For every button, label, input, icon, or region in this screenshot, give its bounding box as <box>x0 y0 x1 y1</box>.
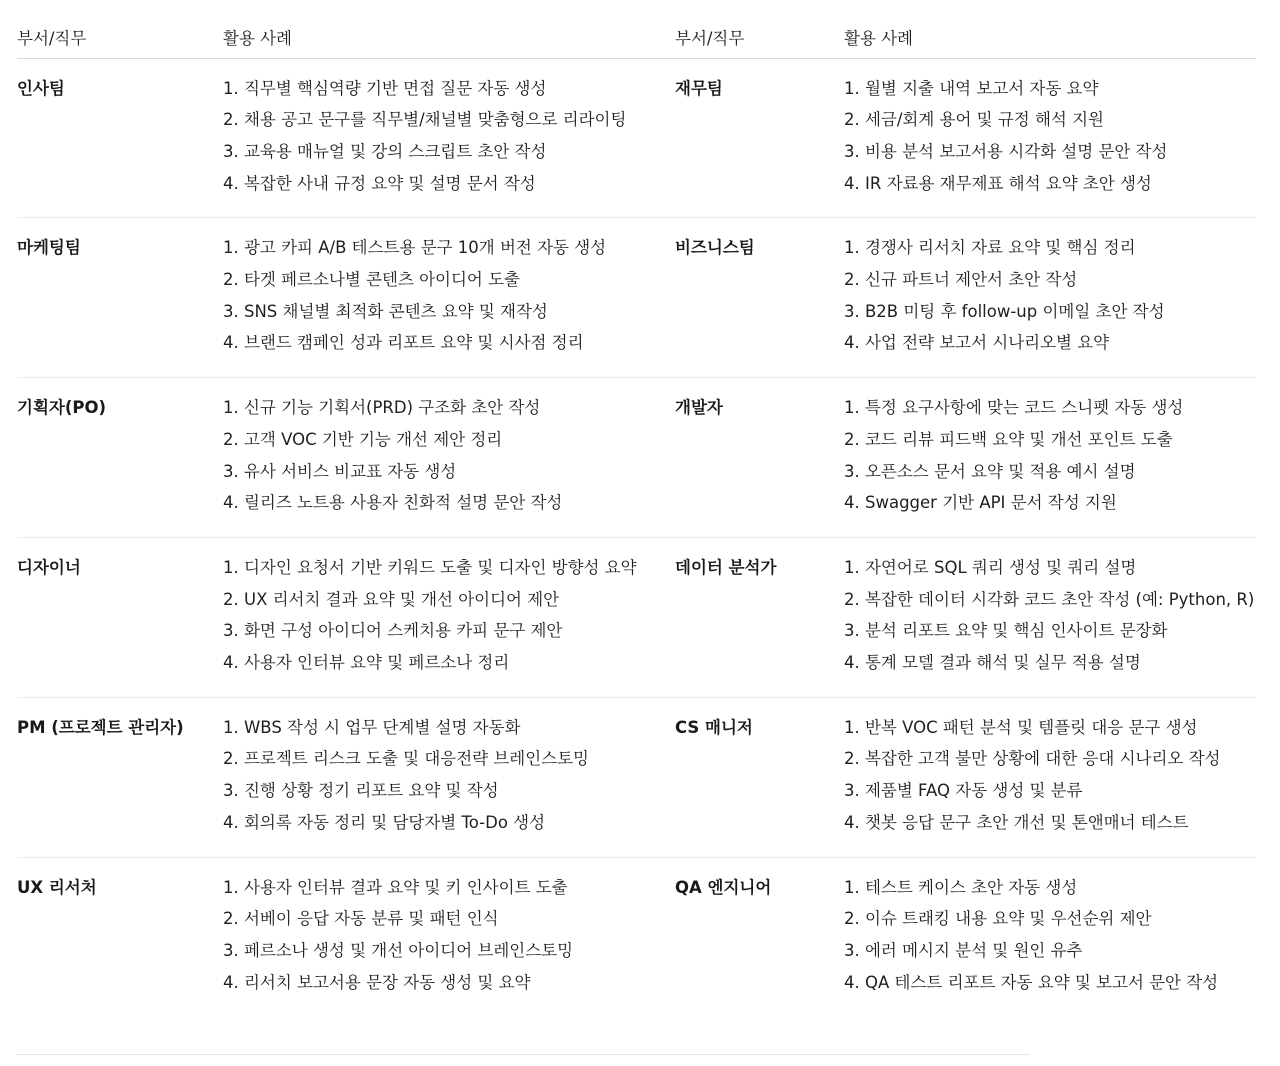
usecase-item: 4. 통계 모델 결과 해석 및 실무 적용 설명 <box>844 653 1141 673</box>
usecase-table <box>17 0 1256 998</box>
header-usecase-left: 활용 사례 <box>223 0 675 58</box>
usecase-item: 3. 제품별 FAQ 자동 생성 및 분류 <box>844 781 1083 801</box>
usecase-cell-left <box>223 58 675 218</box>
table-row <box>17 697 1256 857</box>
dept-cell-right <box>675 697 844 857</box>
usecase-item: 3. B2B 미팅 후 follow-up 이메일 초안 작성 <box>844 301 1165 321</box>
dept-cell-right <box>675 537 844 697</box>
dept-name-left: UX 리서처 <box>17 877 97 897</box>
usecase-cell-right <box>844 697 1256 857</box>
usecase-item: 1. 경쟁사 리서치 자료 요약 및 핵심 정리 <box>844 238 1136 258</box>
usecase-cell-left <box>223 537 675 697</box>
table-row <box>17 378 1256 538</box>
table-header-row <box>17 0 1256 58</box>
usecase-item: 4. 복잡한 사내 규정 요약 및 설명 문서 작성 <box>223 173 536 193</box>
usecase-item: 4. QA 테스트 리포트 자동 요약 및 보고서 문안 작성 <box>844 972 1219 992</box>
dept-cell-right <box>675 218 844 378</box>
usecase-item: 2. UX 리서치 결과 요약 및 개선 아이디어 제안 <box>223 589 560 609</box>
usecase-cell-right <box>844 58 1256 218</box>
usecase-cell-right <box>844 857 1256 998</box>
usecase-item: 3. 분석 리포트 요약 및 핵심 인사이트 문장화 <box>844 621 1168 641</box>
usecase-list-left <box>223 392 675 519</box>
usecase-cell-right <box>844 537 1256 697</box>
usecase-item: 3. 교육용 매뉴얼 및 강의 스크립트 초안 작성 <box>223 141 547 161</box>
usecase-item: 1. 사용자 인터뷰 결과 요약 및 키 인사이트 도출 <box>223 877 568 897</box>
usecase-list-right <box>844 73 1256 200</box>
usecase-cell-right <box>844 378 1256 538</box>
dept-cell-right <box>675 378 844 538</box>
usecase-item: 2. 복잡한 고객 불만 상황에 대한 응대 시나리오 작성 <box>844 749 1221 769</box>
dept-cell-left <box>17 58 223 218</box>
dept-cell-left <box>17 537 223 697</box>
usecase-item: 2. 신규 파트너 제안서 초안 작성 <box>844 270 1078 290</box>
header-dept-right: 부서/직무 <box>675 0 844 58</box>
header-dept-left: 부서/직무 <box>17 0 223 58</box>
usecase-item: 1. 광고 카피 A/B 테스트용 문구 10개 버전 자동 생성 <box>223 238 607 258</box>
usecase-item: 2. 고객 VOC 기반 기능 개선 제안 정리 <box>223 429 503 449</box>
usecase-item: 4. 사업 전략 보고서 시나리오별 요약 <box>844 333 1110 353</box>
dept-name-right: QA 엔지니어 <box>675 877 772 897</box>
usecase-item: 1. WBS 작성 시 업무 단계별 설명 자동화 <box>223 717 521 737</box>
usecase-list-right <box>844 872 1256 999</box>
usecase-item: 4. Swagger 기반 API 문서 작성 지원 <box>844 493 1117 513</box>
usecase-list-right <box>844 232 1256 359</box>
dept-cell-right <box>675 857 844 998</box>
usecase-item: 3. 화면 구성 아이디어 스케치용 카피 문구 제안 <box>223 621 563 641</box>
usecase-item: 2. 세금/회계 용어 및 규정 해석 지원 <box>844 110 1104 130</box>
usecase-list-right <box>844 712 1256 839</box>
usecase-list-right <box>844 552 1256 679</box>
table-row <box>17 58 1256 218</box>
usecase-item: 4. 릴리즈 노트용 사용자 친화적 설명 문안 작성 <box>223 493 563 513</box>
dept-name-left: 기획자(PO) <box>17 398 107 418</box>
usecase-item: 3. SNS 채널별 최적화 콘텐츠 요약 및 재작성 <box>223 301 548 321</box>
usecase-item: 3. 진행 상황 정기 리포트 요약 및 작성 <box>223 781 499 801</box>
dept-cell-right <box>675 58 844 218</box>
usecase-list-right <box>844 392 1256 519</box>
usecase-item: 2. 이슈 트래킹 내용 요약 및 우선순위 제안 <box>844 909 1152 929</box>
usecase-item: 1. 반복 VOC 패턴 분석 및 템플릿 대응 문구 생성 <box>844 717 1198 737</box>
usecase-item: 3. 오픈소스 문서 요약 및 적용 예시 설명 <box>844 461 1136 481</box>
usecase-item: 1. 자연어로 SQL 쿼리 생성 및 쿼리 설명 <box>844 557 1137 577</box>
usecase-item: 1. 테스트 케이스 초안 자동 생성 <box>844 877 1078 897</box>
usecase-item: 3. 비용 분석 보고서용 시각화 설명 문안 작성 <box>844 141 1168 161</box>
dept-cell-left <box>17 857 223 998</box>
usecase-item: 4. 사용자 인터뷰 요약 및 페르소나 정리 <box>223 653 510 673</box>
usecase-item: 3. 에러 메시지 분석 및 원인 유추 <box>844 940 1083 960</box>
dept-name-right: CS 매니저 <box>675 717 753 737</box>
usecase-item: 2. 코드 리뷰 피드백 요약 및 개선 포인트 도출 <box>844 429 1173 449</box>
usecase-item: 3. 유사 서비스 비교표 자동 생성 <box>223 461 457 481</box>
dept-cell-left <box>17 218 223 378</box>
usecase-table-container <box>17 0 1256 998</box>
table-body <box>17 58 1256 998</box>
dept-cell-left <box>17 697 223 857</box>
usecase-item: 2. 서베이 응답 자동 분류 및 패턴 인식 <box>223 909 499 929</box>
usecase-cell-right <box>844 218 1256 378</box>
dept-name-left: 마케팅팀 <box>17 238 81 258</box>
usecase-cell-left <box>223 697 675 857</box>
dept-name-right: 비즈니스팀 <box>675 238 755 258</box>
bottom-divider <box>17 1054 1030 1055</box>
usecase-cell-left <box>223 378 675 538</box>
usecase-list-left <box>223 73 675 200</box>
dept-name-right: 재무팀 <box>675 78 723 98</box>
dept-name-left: 디자이너 <box>17 557 81 577</box>
usecase-item: 4. IR 자료용 재무제표 해석 요약 초안 생성 <box>844 173 1152 193</box>
usecase-cell-left <box>223 218 675 378</box>
usecase-list-left <box>223 232 675 359</box>
table-row <box>17 218 1256 378</box>
usecase-item: 4. 회의록 자동 정리 및 담당자별 To-Do 생성 <box>223 812 546 832</box>
dept-name-left: 인사팀 <box>17 78 65 98</box>
usecase-item: 1. 디자인 요청서 기반 키워드 도출 및 디자인 방향성 요약 <box>223 557 637 577</box>
usecase-item: 2. 채용 공고 문구를 직무별/채널별 맞춤형으로 리라이팅 <box>223 110 627 130</box>
usecase-item: 3. 페르소나 생성 및 개선 아이디어 브레인스토밍 <box>223 940 574 960</box>
usecase-item: 2. 타겟 페르소나별 콘텐츠 아이디어 도출 <box>223 270 520 290</box>
usecase-item: 2. 프로젝트 리스크 도출 및 대응전략 브레인스토밍 <box>223 749 589 769</box>
usecase-item: 4. 챗봇 응답 문구 초안 개선 및 톤앤매너 테스트 <box>844 812 1189 832</box>
usecase-item: 4. 브랜드 캠페인 성과 리포트 요약 및 시사점 정리 <box>223 333 584 353</box>
usecase-item: 1. 직무별 핵심역량 기반 면접 질문 자동 생성 <box>223 78 547 98</box>
usecase-list-left <box>223 712 675 839</box>
usecase-item: 1. 신규 기능 기획서(PRD) 구조화 초안 작성 <box>223 398 541 418</box>
usecase-list-left <box>223 872 675 999</box>
usecase-item: 1. 특정 요구사항에 맞는 코드 스니펫 자동 생성 <box>844 398 1184 418</box>
table-row <box>17 857 1256 998</box>
usecase-item: 4. 리서치 보고서용 문장 자동 생성 및 요약 <box>223 972 531 992</box>
dept-name-right: 데이터 분석가 <box>675 557 777 577</box>
dept-name-left: PM (프로젝트 관리자) <box>17 717 184 737</box>
usecase-item: 1. 월별 지출 내역 보고서 자동 요약 <box>844 78 1099 98</box>
header-usecase-right: 활용 사례 <box>844 0 1256 58</box>
usecase-cell-left <box>223 857 675 998</box>
dept-name-right: 개발자 <box>675 398 723 418</box>
dept-cell-left <box>17 378 223 538</box>
usecase-list-left <box>223 552 675 679</box>
table-row <box>17 537 1256 697</box>
usecase-item: 2. 복잡한 데이터 시각화 코드 초안 작성 (예: Python, R) <box>844 589 1255 609</box>
